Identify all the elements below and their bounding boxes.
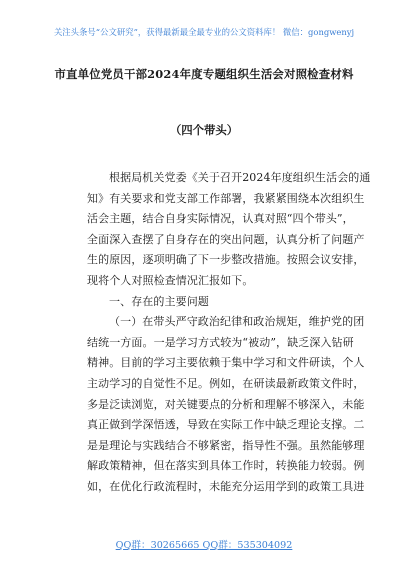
- paragraph-line: 如，在优化行政流程时，未能充分运用学到的政策工具进: [87, 479, 365, 493]
- document-subtitle: （四个带头）: [169, 123, 239, 137]
- paragraph-line: 根据局机关党委《关于召开2024年度组织生活会的通: [109, 171, 371, 184]
- document-title: 市直单位党员干部2024年度专题组织生活会对照检查材料: [54, 67, 354, 81]
- paragraph-line: 生的原因，逐项明确了下一步整改措施。按照会议安排，: [87, 253, 365, 267]
- paragraph-line: 现将个人对照检查情况汇报如下。: [87, 273, 254, 287]
- section-heading: 一、存在的主要问题: [109, 294, 209, 308]
- paragraph-line: 结统一方面。一是学习方式较为“被动”，缺乏深入钻研: [87, 335, 354, 349]
- paragraph-line: （一）在带头严守政治纪律和政治规矩，维护党的团: [109, 315, 365, 329]
- document-body: [87, 168, 371, 498]
- paragraph-line: 真正做到学深悟透，导致在实际工作中缺乏理论支撑。二: [87, 418, 365, 432]
- paragraph-line: 知》有关要求和党支部工作部署，我紧紧围绕本次组织生: [87, 191, 365, 205]
- header-banner: 关注头条号“公文研究”，获得最新最全最专业的公文资料库！ 微信：gongwenyj: [53, 27, 355, 37]
- paragraph-line: 解政策精神，但在落实到具体工作时，转换能力较弱。例: [87, 459, 365, 473]
- footer-qq-groups: [0, 537, 408, 551]
- paragraph-line: 活会主题，结合自身实际情况，认真对照“四个带头”，: [87, 212, 354, 226]
- paragraph-line: 是是理论与实践结合不够紧密，指导性不强。虽然能够理: [87, 438, 365, 452]
- paragraph-line: 全面深入查摆了自身存在的突出问题，认真分析了问题产: [87, 232, 365, 246]
- paragraph-line: 精神。目前的学习主要依赖于集中学习和文件研读，个人: [87, 356, 365, 370]
- footer-text: QQ群：30265665 QQ群：535304092: [115, 540, 293, 551]
- paragraph-line: 多是泛读浏览，对关键要点的分析和理解不够深入，未能: [87, 397, 365, 411]
- paragraph-line: 主动学习的自觉性不足。例如，在研读最新政策文件时，: [87, 376, 365, 390]
